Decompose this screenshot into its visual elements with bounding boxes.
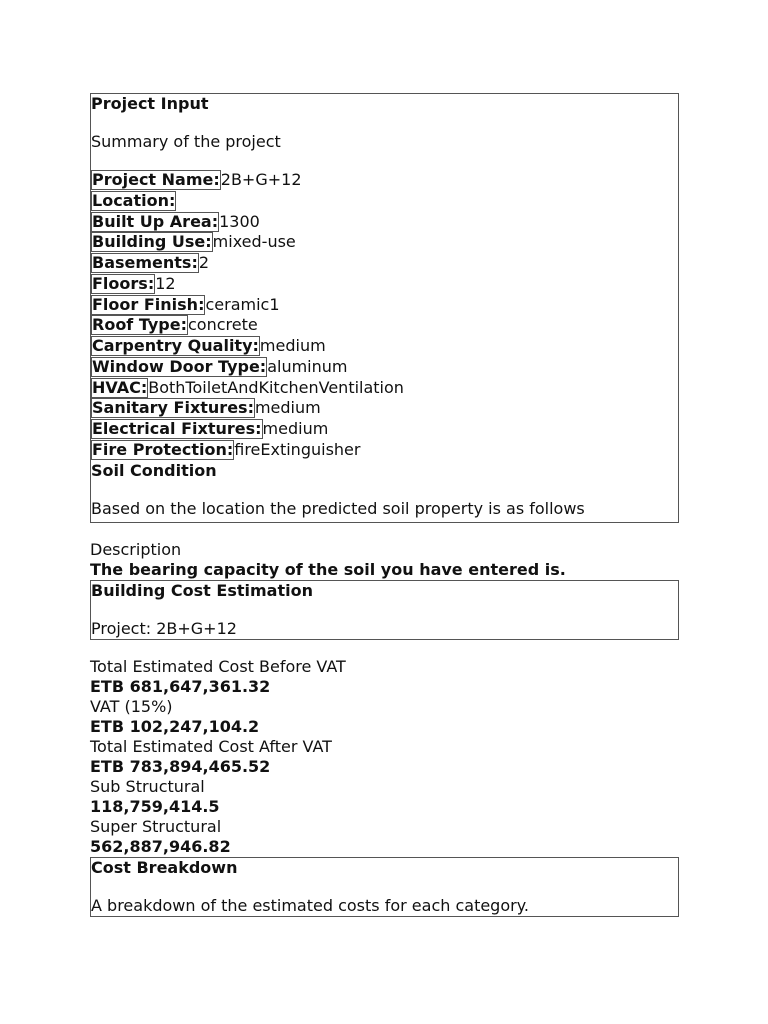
- project-field-label: Window Door Type:: [92, 356, 267, 376]
- project-fields-list: [91, 170, 678, 461]
- after-vat-label: Total Estimated Cost After VAT: [90, 737, 332, 756]
- project-field-label: Roof Type:: [92, 315, 187, 335]
- project-field-value: 2: [198, 253, 210, 272]
- project-field-label: Building Use:: [92, 232, 212, 252]
- cost-estimation-card: [90, 580, 679, 640]
- description-section: [90, 540, 679, 580]
- cost-breakdown-text: A breakdown of the estimated costs for each category.: [91, 896, 529, 915]
- project-field-value: mixed-use: [212, 232, 296, 252]
- project-field-row: [91, 232, 678, 253]
- project-field-row: [91, 253, 678, 274]
- project-field-row: [91, 419, 678, 440]
- project-field-row: [91, 440, 678, 461]
- project-field-value: ceramic1: [205, 294, 280, 314]
- cost-breakdown-card: [90, 857, 679, 917]
- project-field-value: aluminum: [267, 356, 348, 376]
- project-field-label: HVAC:: [92, 377, 148, 397]
- project-input-title: Project Input: [91, 94, 209, 113]
- super-structural-label: Super Structural: [90, 817, 222, 836]
- sub-structural-label: Sub Structural: [90, 777, 205, 796]
- project-field-value: 1300: [219, 211, 260, 231]
- cost-breakdown-title: Cost Breakdown: [91, 858, 238, 877]
- project-field-label: Floors:: [92, 273, 155, 293]
- project-field-value: fireExtinguisher: [234, 439, 361, 459]
- project-field-value: medium: [262, 419, 329, 438]
- project-field-value: medium: [259, 336, 326, 355]
- project-field-label: Fire Protection:: [92, 439, 234, 459]
- project-field-label: Project Name:: [92, 170, 220, 189]
- project-field-value: 12: [155, 273, 176, 293]
- project-field-value: medium: [254, 398, 321, 418]
- project-field-value: 2B+G+12: [220, 170, 302, 189]
- project-field-label: Built Up Area:: [92, 211, 219, 231]
- project-field-value: concrete: [187, 315, 258, 335]
- project-field-row: [91, 170, 678, 191]
- project-field-label: Sanitary Fixtures:: [92, 398, 254, 418]
- description-label: Description: [90, 540, 182, 559]
- project-field-value: BothToiletAndKitchenVentilation: [148, 377, 404, 397]
- project-field-row: [91, 274, 678, 295]
- project-input-subtitle: Summary of the project: [91, 132, 281, 151]
- project-input-card: [90, 93, 679, 523]
- project-field-row: [91, 191, 678, 212]
- after-vat-value: ETB 783,894,465.52: [90, 757, 271, 776]
- project-field-row: [91, 315, 678, 336]
- vat-value: ETB 102,247,104.2: [90, 717, 260, 736]
- vat-label: VAT (15%): [90, 697, 173, 716]
- project-field-row: [91, 336, 678, 357]
- project-field-row: [91, 378, 678, 399]
- before-vat-value: ETB 681,647,361.32: [90, 677, 271, 696]
- cost-summary: [90, 657, 679, 857]
- cost-estimation-project: Project: 2B+G+12: [91, 619, 237, 638]
- super-structural-value: 562,887,946.82: [90, 837, 231, 856]
- project-field-row: [91, 295, 678, 316]
- project-field-label: Electrical Fixtures:: [92, 419, 262, 438]
- project-field-label: Location:: [92, 190, 176, 210]
- project-field-label: Basements:: [92, 253, 198, 272]
- page-content: [90, 93, 679, 917]
- project-field-row: [91, 398, 678, 419]
- cost-estimation-title: Building Cost Estimation: [91, 581, 313, 600]
- description-text: The bearing capacity of the soil you have entered is.: [90, 560, 566, 579]
- project-field-row: [91, 357, 678, 378]
- project-field-label: Carpentry Quality:: [92, 336, 259, 355]
- sub-structural-value: 118,759,414.5: [90, 797, 220, 816]
- soil-condition-text: Based on the location the predicted soil property is as follows: [91, 498, 585, 518]
- soil-condition-title: Soil Condition: [91, 460, 217, 480]
- project-field-row: [91, 212, 678, 233]
- before-vat-label: Total Estimated Cost Before VAT: [90, 657, 346, 676]
- project-field-label: Floor Finish:: [92, 294, 205, 314]
